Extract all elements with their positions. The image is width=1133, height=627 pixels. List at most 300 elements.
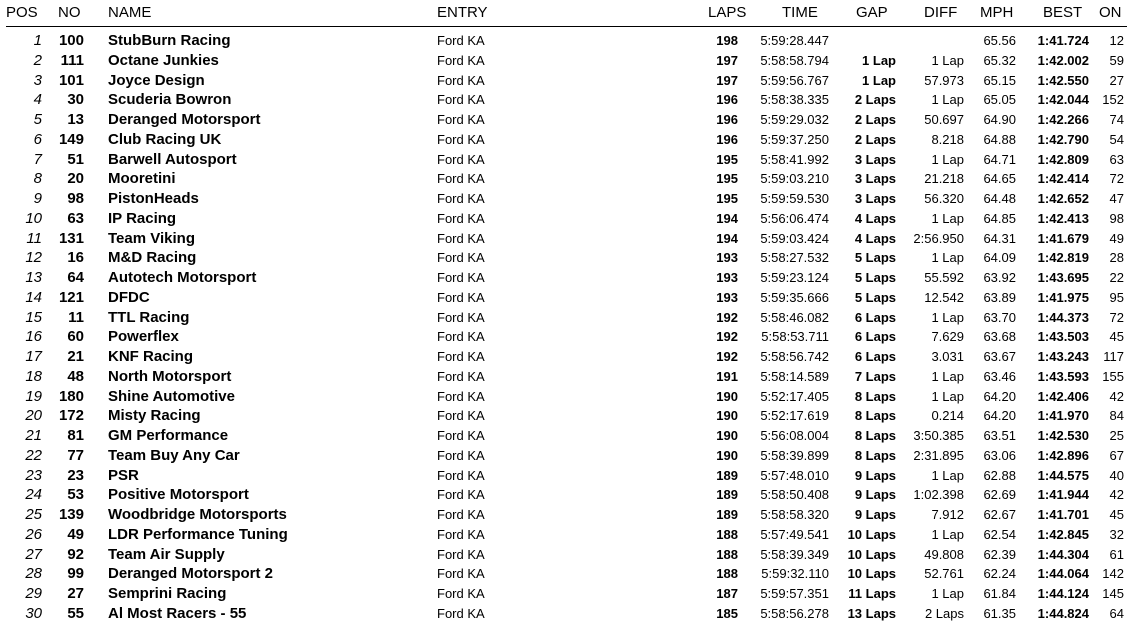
cell-entry: Ford KA <box>437 349 485 364</box>
cell-diff: 1 Lap <box>931 210 964 226</box>
cell-pos: 7 <box>33 150 42 168</box>
cell-time: 5:59:03.424 <box>760 230 829 246</box>
cell-name: Misty Racing <box>108 407 201 425</box>
cell-on: 45 <box>1109 507 1124 522</box>
cell-no: 16 <box>67 249 84 267</box>
cell-name: GM Performance <box>108 427 229 444</box>
cell-entry: Ford KA <box>437 467 485 483</box>
cell-pos: 27 <box>25 545 42 563</box>
cell-on: 72 <box>1109 309 1124 325</box>
cell-no: 20 <box>67 170 84 188</box>
cell-no: 64 <box>67 269 84 286</box>
cell-best: 1:41.970 <box>1037 408 1089 424</box>
cell-name: Powerflex <box>108 328 179 346</box>
cell-laps: 197 <box>716 72 738 88</box>
cell-name: Joyce Design <box>108 71 205 89</box>
cell-time: 5:58:56.278 <box>760 605 829 621</box>
cell-mph: 63.68 <box>983 329 1016 345</box>
cell-no: 49 <box>67 525 84 543</box>
cell-gap: 13 Laps <box>847 605 896 621</box>
cell-mph: 64.09 <box>983 250 1016 266</box>
table-row <box>0 71 1133 91</box>
cell-entry: Ford KA <box>437 210 485 226</box>
table-row <box>0 446 1133 466</box>
cell-entry: Ford KA <box>437 33 485 48</box>
cell-time: 5:59:32.110 <box>761 566 829 582</box>
cell-pos: 4 <box>33 91 42 109</box>
cell-laps: 195 <box>716 151 738 167</box>
cell-pos: 9 <box>33 190 42 207</box>
table-row <box>0 426 1133 446</box>
cell-best: 1:42.819 <box>1037 250 1089 266</box>
cell-diff: 1 Lap <box>931 586 964 601</box>
cell-name: North Motorsport <box>108 367 232 385</box>
cell-diff: 1:02.398 <box>913 487 964 503</box>
table-row <box>0 466 1133 486</box>
cell-time: 5:58:53.711 <box>761 329 829 345</box>
cell-diff: 1 Lap <box>931 388 964 404</box>
cell-entry: Ford KA <box>437 388 485 404</box>
cell-best: 1:43.695 <box>1037 270 1089 285</box>
cell-gap: 6 Laps <box>854 309 896 325</box>
cell-on: 98 <box>1109 210 1124 226</box>
cell-mph: 63.92 <box>983 270 1016 285</box>
cell-mph: 63.06 <box>983 447 1016 463</box>
cell-laps: 190 <box>716 428 738 443</box>
cell-diff: 3:50.385 <box>913 428 964 443</box>
cell-best: 1:41.701 <box>1037 507 1089 522</box>
cell-gap: 5 Laps <box>854 270 896 285</box>
cell-no: 51 <box>67 150 84 168</box>
cell-name: PSR <box>108 466 139 484</box>
cell-best: 1:42.896 <box>1037 447 1089 463</box>
cell-diff: 7.912 <box>931 507 964 522</box>
cell-gap: 10 Laps <box>847 526 896 542</box>
cell-time: 5:58:39.899 <box>760 447 829 463</box>
header-mph: MPH <box>980 4 1014 21</box>
cell-entry: Ford KA <box>437 428 485 443</box>
cell-best: 1:44.064 <box>1037 566 1089 582</box>
cell-no: 13 <box>67 111 84 128</box>
cell-laps: 196 <box>716 112 738 127</box>
cell-entry: Ford KA <box>437 171 485 187</box>
table-row <box>0 406 1133 426</box>
cell-no: 131 <box>58 229 84 247</box>
cell-gap: 4 Laps <box>854 230 896 246</box>
cell-entry: Ford KA <box>437 131 485 147</box>
cell-best: 1:42.266 <box>1037 112 1089 127</box>
cell-mph: 63.67 <box>983 349 1016 364</box>
cell-time: 5:58:58.320 <box>760 507 829 522</box>
cell-on: 152 <box>1102 92 1124 108</box>
table-row <box>0 347 1133 367</box>
cell-time: 5:59:59.530 <box>760 191 829 206</box>
cell-on: 42 <box>1109 388 1124 404</box>
cell-gap: 7 Laps <box>854 368 896 384</box>
cell-laps: 190 <box>716 408 738 424</box>
cell-entry: Ford KA <box>437 586 485 601</box>
cell-entry: Ford KA <box>437 408 485 424</box>
cell-time: 5:59:57.351 <box>760 586 829 601</box>
cell-entry: Ford KA <box>437 605 485 621</box>
cell-no: 53 <box>67 486 84 504</box>
cell-mph: 64.48 <box>983 191 1016 206</box>
cell-mph: 65.56 <box>983 33 1016 48</box>
cell-gap: 9 Laps <box>854 467 896 483</box>
table-row <box>0 31 1133 51</box>
cell-time: 5:59:03.210 <box>760 171 829 187</box>
cell-time: 5:56:06.474 <box>760 210 829 226</box>
cell-pos: 2 <box>33 51 42 69</box>
table-row <box>0 327 1133 347</box>
cell-best: 1:43.243 <box>1037 349 1089 364</box>
cell-no: 63 <box>67 209 84 227</box>
cell-gap: 5 Laps <box>854 250 896 266</box>
table-row <box>0 189 1133 209</box>
cell-entry: Ford KA <box>437 270 485 285</box>
cell-best: 1:41.724 <box>1037 33 1089 48</box>
cell-time: 5:57:49.541 <box>760 526 829 542</box>
cell-gap: 10 Laps <box>847 546 896 562</box>
cell-diff: 8.218 <box>931 131 964 147</box>
cell-best: 1:44.304 <box>1037 546 1089 562</box>
cell-entry: Ford KA <box>437 191 485 206</box>
cell-laps: 194 <box>716 210 738 226</box>
cell-time: 5:56:08.004 <box>760 428 829 443</box>
cell-diff: 1 Lap <box>931 526 964 542</box>
header-best: BEST <box>1043 4 1083 21</box>
table-row <box>0 51 1133 71</box>
cell-name: Shine Automotive <box>108 387 235 405</box>
cell-on: 84 <box>1109 408 1124 424</box>
table-row <box>0 545 1133 565</box>
cell-name: Team Air Supply <box>108 545 225 563</box>
cell-name: Team Viking <box>108 229 195 247</box>
cell-mph: 62.67 <box>983 507 1016 522</box>
cell-diff: 1 Lap <box>931 151 964 167</box>
cell-on: 47 <box>1109 191 1124 206</box>
cell-pos: 18 <box>25 367 42 385</box>
cell-no: 55 <box>67 604 84 622</box>
cell-no: 180 <box>58 387 84 405</box>
cell-diff: 49.808 <box>924 546 964 562</box>
cell-gap: 2 Laps <box>854 92 896 108</box>
cell-name: Al Most Racers - 55 <box>108 604 247 622</box>
cell-mph: 62.39 <box>983 546 1016 562</box>
cell-laps: 193 <box>716 289 738 305</box>
cell-no: 48 <box>67 367 84 385</box>
header-pos: POS <box>6 4 38 21</box>
cell-name: Semprini Racing <box>108 585 227 602</box>
cell-mph: 65.05 <box>983 92 1016 108</box>
cell-on: 117 <box>1103 349 1124 364</box>
cell-mph: 63.51 <box>983 428 1016 443</box>
table-row <box>0 525 1133 545</box>
cell-gap: 1 Lap <box>862 72 896 88</box>
header-divider <box>6 26 1127 27</box>
cell-gap: 9 Laps <box>854 507 896 522</box>
cell-on: 12 <box>1109 33 1124 48</box>
cell-gap: 8 Laps <box>854 408 896 424</box>
cell-best: 1:42.809 <box>1037 151 1089 167</box>
cell-best: 1:42.002 <box>1037 52 1089 68</box>
cell-best: 1:42.406 <box>1037 388 1089 404</box>
cell-laps: 185 <box>716 605 738 621</box>
cell-on: 54 <box>1109 131 1124 147</box>
cell-mph: 65.15 <box>983 72 1016 88</box>
cell-diff: 2 Laps <box>924 605 964 621</box>
table-row <box>0 387 1133 407</box>
cell-name: LDR Performance Tuning <box>108 525 288 543</box>
cell-diff: 2:31.895 <box>913 447 964 463</box>
cell-laps: 191 <box>716 368 738 384</box>
cell-pos: 8 <box>33 170 42 188</box>
cell-best: 1:42.530 <box>1037 428 1089 443</box>
cell-name: StubBurn Racing <box>108 32 231 49</box>
cell-best: 1:44.575 <box>1037 467 1089 483</box>
cell-gap: 3 Laps <box>854 171 896 187</box>
cell-name: KNF Racing <box>108 348 194 365</box>
cell-pos: 11 <box>26 229 42 247</box>
cell-name: M&D Racing <box>108 249 197 267</box>
table-row <box>0 248 1133 268</box>
cell-gap: 1 Lap <box>862 52 896 68</box>
cell-laps: 190 <box>716 447 738 463</box>
cell-on: 63 <box>1109 151 1124 167</box>
cell-name: PistonHeads <box>108 190 199 207</box>
cell-name: Deranged Motorsport <box>108 111 261 128</box>
cell-gap: 11 Laps <box>848 586 896 601</box>
table-row <box>0 130 1133 150</box>
cell-time: 5:59:28.447 <box>760 33 829 48</box>
cell-entry: Ford KA <box>437 52 485 68</box>
cell-mph: 65.32 <box>983 52 1016 68</box>
cell-on: 74 <box>1109 112 1124 127</box>
cell-laps: 193 <box>716 250 738 266</box>
cell-on: 61 <box>1109 546 1124 562</box>
cell-pos: 22 <box>25 446 42 464</box>
cell-entry: Ford KA <box>437 289 485 305</box>
cell-gap: 8 Laps <box>854 428 896 443</box>
cell-laps: 194 <box>716 230 738 246</box>
cell-no: 99 <box>67 565 84 583</box>
cell-on: 45 <box>1109 329 1124 345</box>
cell-on: 142 <box>1102 566 1124 582</box>
cell-diff: 2:56.950 <box>913 230 964 246</box>
table-row <box>0 505 1133 525</box>
cell-name: Deranged Motorsport 2 <box>108 565 274 583</box>
cell-name: Octane Junkies <box>108 51 219 69</box>
cell-diff: 12.542 <box>924 289 964 305</box>
cell-mph: 64.90 <box>983 112 1016 127</box>
cell-time: 5:52:17.405 <box>760 388 829 404</box>
cell-on: 40 <box>1109 467 1124 483</box>
cell-pos: 29 <box>25 585 42 602</box>
table-row <box>0 564 1133 584</box>
table-header <box>0 2 1133 24</box>
cell-diff: 0.214 <box>931 408 964 424</box>
table-row <box>0 110 1133 130</box>
cell-no: 21 <box>67 348 84 365</box>
cell-pos: 28 <box>25 565 42 583</box>
cell-no: 172 <box>58 407 84 425</box>
cell-on: 28 <box>1109 250 1124 266</box>
cell-laps: 189 <box>716 507 738 522</box>
cell-gap: 3 Laps <box>854 151 896 167</box>
cell-diff: 56.320 <box>924 191 964 206</box>
cell-time: 5:58:14.589 <box>760 368 829 384</box>
cell-best: 1:41.975 <box>1037 289 1089 305</box>
cell-on: 42 <box>1109 487 1124 503</box>
results-table-body <box>0 31 1133 624</box>
cell-on: 67 <box>1109 447 1124 463</box>
cell-name: IP Racing <box>108 209 177 227</box>
cell-entry: Ford KA <box>437 546 485 562</box>
cell-gap: 9 Laps <box>854 487 896 503</box>
cell-best: 1:44.824 <box>1037 605 1089 621</box>
cell-no: 121 <box>58 288 84 306</box>
cell-diff: 52.761 <box>924 566 964 582</box>
cell-no: 23 <box>67 466 84 484</box>
cell-mph: 61.84 <box>983 586 1016 601</box>
cell-mph: 63.70 <box>983 309 1016 325</box>
cell-on: 32 <box>1109 526 1124 542</box>
cell-no: 100 <box>58 32 84 49</box>
cell-pos: 16 <box>25 328 42 346</box>
cell-name: Club Racing UK <box>108 130 222 148</box>
cell-time: 5:59:56.767 <box>760 72 829 88</box>
table-row <box>0 229 1133 249</box>
cell-gap: 3 Laps <box>854 191 896 206</box>
cell-pos: 19 <box>25 387 42 405</box>
cell-entry: Ford KA <box>437 507 485 522</box>
cell-gap: 10 Laps <box>847 566 896 582</box>
header-entry: ENTRY <box>437 4 488 21</box>
cell-on: 49 <box>1109 230 1124 246</box>
cell-time: 5:59:29.032 <box>760 112 829 127</box>
header-name: NAME <box>108 4 152 21</box>
cell-best: 1:44.373 <box>1037 309 1089 325</box>
cell-laps: 195 <box>716 191 738 206</box>
cell-gap: 5 Laps <box>854 289 896 305</box>
cell-on: 72 <box>1109 171 1124 187</box>
cell-entry: Ford KA <box>437 566 485 582</box>
cell-no: 77 <box>67 446 84 464</box>
header-time: TIME <box>782 4 818 21</box>
cell-gap: 8 Laps <box>854 388 896 404</box>
cell-gap: 6 Laps <box>854 349 896 364</box>
cell-on: 145 <box>1102 586 1124 601</box>
table-row <box>0 604 1133 624</box>
cell-diff: 1 Lap <box>931 368 964 384</box>
cell-diff: 7.629 <box>931 329 964 345</box>
table-row <box>0 288 1133 308</box>
table-row <box>0 150 1133 170</box>
cell-mph: 64.85 <box>983 210 1016 226</box>
cell-mph: 62.88 <box>983 467 1016 483</box>
cell-pos: 10 <box>25 209 42 227</box>
cell-diff: 1 Lap <box>931 467 964 483</box>
cell-on: 22 <box>1109 270 1124 285</box>
cell-diff: 55.592 <box>924 270 964 285</box>
cell-laps: 192 <box>716 309 738 325</box>
cell-name: Barwell Autosport <box>108 150 237 168</box>
cell-name: Woodbridge Motorsports <box>108 506 287 523</box>
cell-best: 1:42.413 <box>1037 210 1089 226</box>
header-no: NO <box>58 4 81 21</box>
cell-pos: 15 <box>25 308 42 326</box>
cell-entry: Ford KA <box>437 526 485 542</box>
cell-pos: 26 <box>25 525 42 543</box>
cell-mph: 64.88 <box>983 131 1016 147</box>
cell-time: 5:52:17.619 <box>760 408 829 424</box>
cell-best: 1:42.550 <box>1037 72 1089 88</box>
cell-name: TTL Racing <box>108 308 190 326</box>
cell-mph: 62.24 <box>983 566 1016 582</box>
cell-gap: 6 Laps <box>854 329 896 345</box>
cell-laps: 197 <box>716 52 738 68</box>
cell-time: 5:58:50.408 <box>760 487 829 503</box>
cell-laps: 193 <box>716 270 738 285</box>
cell-pos: 24 <box>25 486 42 504</box>
cell-diff: 1 Lap <box>931 92 964 108</box>
cell-laps: 196 <box>716 92 738 108</box>
cell-best: 1:43.593 <box>1037 368 1089 384</box>
cell-on: 25 <box>1109 428 1124 443</box>
cell-on: 59 <box>1109 52 1124 68</box>
cell-entry: Ford KA <box>437 447 485 463</box>
cell-entry: Ford KA <box>437 487 485 503</box>
cell-best: 1:42.790 <box>1037 131 1089 147</box>
cell-name: Mooretini <box>108 170 176 188</box>
cell-pos: 13 <box>25 269 42 286</box>
cell-pos: 17 <box>25 348 42 365</box>
cell-best: 1:42.845 <box>1037 526 1089 542</box>
cell-pos: 20 <box>25 407 42 425</box>
cell-time: 5:58:41.992 <box>760 151 829 167</box>
cell-pos: 5 <box>33 111 42 128</box>
cell-diff: 1 Lap <box>931 52 964 68</box>
cell-entry: Ford KA <box>437 151 485 167</box>
cell-no: 81 <box>67 427 84 444</box>
cell-best: 1:42.652 <box>1037 191 1089 206</box>
cell-best: 1:41.944 <box>1037 487 1089 503</box>
cell-laps: 192 <box>716 349 738 364</box>
cell-time: 5:58:56.742 <box>760 349 829 364</box>
cell-time: 5:58:46.082 <box>760 309 829 325</box>
cell-mph: 64.31 <box>983 230 1016 246</box>
cell-on: 95 <box>1109 289 1124 305</box>
cell-pos: 30 <box>25 604 42 622</box>
table-row <box>0 584 1133 604</box>
table-row <box>0 367 1133 387</box>
cell-laps: 195 <box>716 171 738 187</box>
cell-time: 5:58:38.335 <box>760 92 829 108</box>
cell-laps: 190 <box>716 388 738 404</box>
cell-entry: Ford KA <box>437 112 485 127</box>
cell-laps: 189 <box>716 467 738 483</box>
cell-entry: Ford KA <box>437 329 485 345</box>
cell-entry: Ford KA <box>437 250 485 266</box>
table-row <box>0 169 1133 189</box>
cell-mph: 63.46 <box>983 368 1016 384</box>
cell-laps: 188 <box>716 546 738 562</box>
table-row <box>0 485 1133 505</box>
cell-on: 64 <box>1109 605 1124 621</box>
table-row <box>0 268 1133 288</box>
cell-on: 155 <box>1102 368 1124 384</box>
cell-best: 1:42.414 <box>1037 171 1089 187</box>
